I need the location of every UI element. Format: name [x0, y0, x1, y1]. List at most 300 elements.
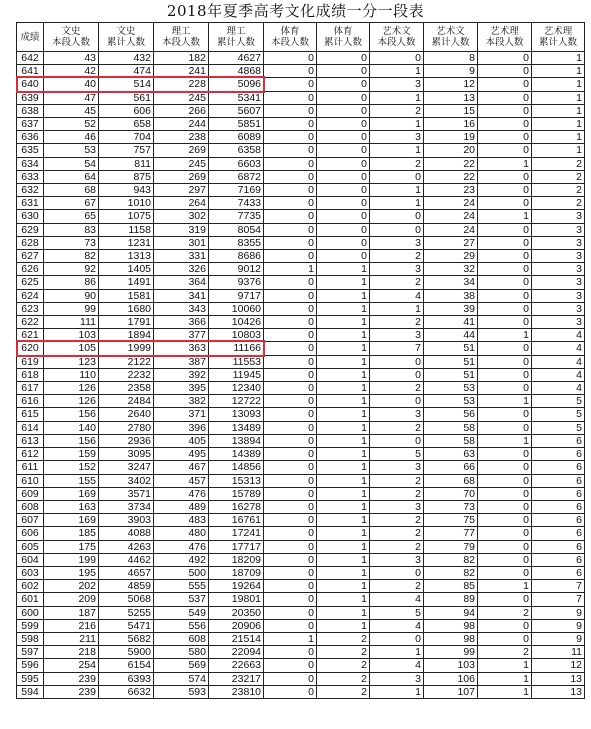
- table-cell: 0: [264, 184, 317, 197]
- table-cell: 595: [17, 672, 44, 685]
- table-cell: 640: [17, 78, 44, 91]
- table-cell: 3: [532, 250, 585, 263]
- table-cell: 5: [532, 395, 585, 408]
- table-cell: 4859: [99, 580, 154, 593]
- table-row: [17, 276, 585, 289]
- table-cell: 16761: [209, 514, 264, 527]
- table-cell: 0: [264, 500, 317, 513]
- table-cell: 0: [478, 52, 532, 65]
- table-cell: 0: [264, 672, 317, 685]
- table-cell: 625: [17, 276, 44, 289]
- table-cell: 15789: [209, 487, 264, 500]
- table-row: [17, 619, 585, 632]
- table-cell: 1: [532, 78, 585, 91]
- table-cell: 54: [44, 157, 99, 170]
- table-cell: 0: [264, 276, 317, 289]
- table-cell: 0: [264, 250, 317, 263]
- table-cell: 0: [264, 434, 317, 447]
- table-cell: 1: [264, 263, 317, 276]
- table-cell: 0: [264, 448, 317, 461]
- column-header-line1: 体育: [280, 26, 300, 37]
- table-cell: 0: [370, 223, 424, 236]
- table-cell: 4: [532, 355, 585, 368]
- table-cell: 0: [370, 632, 424, 645]
- table-cell: 3: [532, 210, 585, 223]
- table-cell: 606: [17, 527, 44, 540]
- table-cell: 2: [317, 672, 370, 685]
- table-cell: 1: [317, 500, 370, 513]
- table-cell: 599: [17, 619, 44, 632]
- table-cell: 23217: [209, 672, 264, 685]
- table-cell: 457: [154, 474, 209, 487]
- table-cell: 2232: [99, 368, 154, 381]
- table-cell: 0: [264, 646, 317, 659]
- table-row: [17, 104, 585, 117]
- table-cell: 0: [478, 289, 532, 302]
- table-cell: 596: [17, 659, 44, 672]
- table-cell: 0: [478, 78, 532, 91]
- table-cell: 2: [370, 514, 424, 527]
- table-cell: 4627: [209, 52, 264, 65]
- table-cell: 621: [17, 329, 44, 342]
- table-cell: 5068: [99, 593, 154, 606]
- table-cell: 40: [44, 78, 99, 91]
- table-cell: 405: [154, 434, 209, 447]
- table-cell: 3: [370, 461, 424, 474]
- table-cell: 0: [264, 408, 317, 421]
- table-cell: 5341: [209, 91, 264, 104]
- table-cell: 218: [44, 646, 99, 659]
- table-cell: 549: [154, 606, 209, 619]
- table-cell: 341: [154, 289, 209, 302]
- table-cell: 264: [154, 197, 209, 210]
- table-cell: 0: [264, 606, 317, 619]
- table-cell: 1: [317, 329, 370, 342]
- table-cell: 85: [424, 580, 478, 593]
- table-row: [17, 487, 585, 500]
- table-cell: 0: [478, 316, 532, 329]
- column-header-line2: 累计人数: [106, 37, 145, 48]
- table-row: [17, 566, 585, 579]
- table-cell: 1: [317, 408, 370, 421]
- table-cell: 238: [154, 131, 209, 144]
- table-cell: 0: [317, 131, 370, 144]
- table-cell: 2484: [99, 395, 154, 408]
- table-cell: 2: [532, 197, 585, 210]
- table-cell: 17241: [209, 527, 264, 540]
- table-cell: 0: [264, 580, 317, 593]
- table-cell: 6: [532, 474, 585, 487]
- table-cell: 45: [44, 104, 99, 117]
- table-cell: 24: [424, 223, 478, 236]
- table-cell: 4: [532, 342, 585, 355]
- table-cell: 9: [532, 632, 585, 645]
- table-cell: 0: [264, 527, 317, 540]
- table-row: [17, 580, 585, 593]
- table-cell: 266: [154, 104, 209, 117]
- table-cell: 3: [532, 223, 585, 236]
- table-cell: 103: [44, 329, 99, 342]
- table-cell: 6089: [209, 131, 264, 144]
- table-cell: 156: [44, 434, 99, 447]
- table-cell: 19801: [209, 593, 264, 606]
- table-cell: 126: [44, 395, 99, 408]
- table-cell: 641: [17, 65, 44, 78]
- table-cell: 2: [370, 250, 424, 263]
- table-cell: 3: [370, 329, 424, 342]
- table-cell: 0: [264, 170, 317, 183]
- column-header-7: [370, 23, 424, 52]
- table-cell: 607: [17, 514, 44, 527]
- table-cell: 1: [317, 619, 370, 632]
- table-cell: 6872: [209, 170, 264, 183]
- table-cell: 199: [44, 553, 99, 566]
- table-cell: 3: [532, 316, 585, 329]
- table-cell: 13: [532, 685, 585, 698]
- table-cell: 0: [478, 91, 532, 104]
- table-cell: 593: [154, 685, 209, 698]
- column-header-line1: 体育: [333, 26, 353, 37]
- column-header-line2: 本段人数: [377, 37, 416, 48]
- table-cell: 1: [317, 566, 370, 579]
- table-cell: 0: [370, 52, 424, 65]
- table-cell: 2780: [99, 421, 154, 434]
- table-cell: 3: [370, 78, 424, 91]
- table-cell: 637: [17, 118, 44, 131]
- table-cell: 1: [478, 157, 532, 170]
- table-cell: 0: [264, 289, 317, 302]
- table-cell: 20: [424, 144, 478, 157]
- table-cell: 2640: [99, 408, 154, 421]
- table-cell: 580: [154, 646, 209, 659]
- table-cell: 13489: [209, 421, 264, 434]
- column-header-line1: 理工: [171, 26, 191, 37]
- table-cell: 18209: [209, 553, 264, 566]
- table-cell: 53: [44, 144, 99, 157]
- table-cell: 51: [424, 342, 478, 355]
- table-cell: 1: [532, 65, 585, 78]
- table-cell: 0: [478, 448, 532, 461]
- table-cell: 10426: [209, 316, 264, 329]
- table-cell: 187: [44, 606, 99, 619]
- table-cell: 56: [424, 408, 478, 421]
- table-cell: 3: [370, 500, 424, 513]
- table-cell: 105: [44, 342, 99, 355]
- table-cell: 0: [264, 659, 317, 672]
- table-cell: 2: [317, 646, 370, 659]
- table-cell: 98: [424, 632, 478, 645]
- table-cell: 1: [478, 659, 532, 672]
- table-cell: 99: [44, 302, 99, 315]
- table-cell: 331: [154, 250, 209, 263]
- column-header-0: [17, 23, 44, 52]
- table-cell: 0: [264, 52, 317, 65]
- table-cell: 7: [370, 342, 424, 355]
- table-cell: 6: [532, 540, 585, 553]
- table-cell: 0: [478, 131, 532, 144]
- table-cell: 634: [17, 157, 44, 170]
- table-cell: 1: [317, 553, 370, 566]
- table-cell: 0: [478, 408, 532, 421]
- table-cell: 608: [154, 632, 209, 645]
- column-header-5: [264, 23, 317, 52]
- table-cell: 1: [478, 580, 532, 593]
- table-cell: 377: [154, 329, 209, 342]
- table-cell: 13894: [209, 434, 264, 447]
- table-cell: 4462: [99, 553, 154, 566]
- table-cell: 52: [44, 118, 99, 131]
- table-cell: 0: [317, 104, 370, 117]
- table-cell: 99: [424, 646, 478, 659]
- table-row: [17, 368, 585, 381]
- table-cell: 704: [99, 131, 154, 144]
- page-title: 2018年夏季高考文化成绩一分一段表: [166, 2, 425, 20]
- table-cell: 395: [154, 382, 209, 395]
- table-cell: 943: [99, 184, 154, 197]
- table-cell: 20350: [209, 606, 264, 619]
- table-cell: 7169: [209, 184, 264, 197]
- table-cell: 4: [532, 368, 585, 381]
- table-cell: 0: [264, 593, 317, 606]
- table-cell: 617: [17, 382, 44, 395]
- table-cell: 476: [154, 540, 209, 553]
- table-cell: 6: [532, 553, 585, 566]
- table-cell: 12722: [209, 395, 264, 408]
- table-cell: 24: [424, 210, 478, 223]
- table-cell: 1: [317, 606, 370, 619]
- table-cell: 630: [17, 210, 44, 223]
- table-cell: 7: [532, 593, 585, 606]
- table-cell: 5: [370, 448, 424, 461]
- table-cell: 15: [424, 104, 478, 117]
- table-row: [17, 540, 585, 553]
- table-cell: 624: [17, 289, 44, 302]
- table-cell: 1: [478, 685, 532, 698]
- table-cell: 11945: [209, 368, 264, 381]
- table-cell: 42: [44, 65, 99, 78]
- table-cell: 2: [370, 382, 424, 395]
- table-row: [17, 223, 585, 236]
- table-cell: 2: [370, 474, 424, 487]
- table-cell: 631: [17, 197, 44, 210]
- table-cell: 537: [154, 593, 209, 606]
- table-cell: 140: [44, 421, 99, 434]
- table-row: [17, 184, 585, 197]
- table-cell: 495: [154, 448, 209, 461]
- table-cell: 0: [264, 342, 317, 355]
- table-cell: 0: [370, 566, 424, 579]
- table-cell: 610: [17, 474, 44, 487]
- table-cell: 1: [478, 434, 532, 447]
- table-cell: 13093: [209, 408, 264, 421]
- table-cell: 8054: [209, 223, 264, 236]
- table-cell: 2: [532, 170, 585, 183]
- table-cell: 1: [264, 632, 317, 645]
- table-cell: 92: [44, 263, 99, 276]
- table-cell: 14389: [209, 448, 264, 461]
- table-cell: 244: [154, 118, 209, 131]
- table-cell: 82: [424, 553, 478, 566]
- table-cell: 387: [154, 355, 209, 368]
- table-cell: 163: [44, 500, 99, 513]
- table-cell: 476: [154, 487, 209, 500]
- table-cell: 46: [44, 131, 99, 144]
- table-cell: 615: [17, 408, 44, 421]
- table-cell: 159: [44, 448, 99, 461]
- table-cell: 103: [424, 659, 478, 672]
- table-cell: 53: [424, 382, 478, 395]
- table-cell: 605: [17, 540, 44, 553]
- table-cell: 2: [317, 659, 370, 672]
- column-header-line2: 本段人数: [51, 37, 90, 48]
- table-cell: 1999: [99, 342, 154, 355]
- table-cell: 7: [532, 580, 585, 593]
- table-cell: 604: [17, 553, 44, 566]
- table-cell: 0: [317, 210, 370, 223]
- table-row: [17, 395, 585, 408]
- table-row: [17, 632, 585, 645]
- table-cell: 603: [17, 566, 44, 579]
- table-cell: 1: [370, 118, 424, 131]
- table-cell: 638: [17, 104, 44, 117]
- table-cell: 0: [478, 65, 532, 78]
- table-cell: 3: [532, 302, 585, 315]
- table-cell: 2: [317, 632, 370, 645]
- table-row: [17, 236, 585, 249]
- table-cell: 4: [370, 593, 424, 606]
- table-cell: 319: [154, 223, 209, 236]
- table-cell: 5: [532, 408, 585, 421]
- table-cell: 6: [532, 461, 585, 474]
- table-cell: 6154: [99, 659, 154, 672]
- table-cell: 629: [17, 223, 44, 236]
- column-header-line2: 本段人数: [485, 37, 524, 48]
- table-cell: 3: [370, 131, 424, 144]
- table-cell: 82: [44, 250, 99, 263]
- table-cell: 301: [154, 236, 209, 249]
- table-cell: 0: [317, 197, 370, 210]
- table-cell: 1: [317, 263, 370, 276]
- table-cell: 0: [478, 263, 532, 276]
- column-header-line1: 艺术文: [436, 26, 465, 37]
- table-cell: 4: [370, 289, 424, 302]
- table-cell: 0: [264, 685, 317, 698]
- table-cell: 241: [154, 65, 209, 78]
- table-cell: 1010: [99, 197, 154, 210]
- table-cell: 11: [532, 646, 585, 659]
- table-cell: 6393: [99, 672, 154, 685]
- table-cell: 65: [44, 210, 99, 223]
- table-cell: 2: [370, 157, 424, 170]
- table-cell: 6: [532, 514, 585, 527]
- table-cell: 500: [154, 566, 209, 579]
- table-row: [17, 197, 585, 210]
- table-cell: 620: [17, 342, 44, 355]
- table-cell: 1: [317, 289, 370, 302]
- table-cell: 0: [264, 223, 317, 236]
- table-cell: 216: [44, 619, 99, 632]
- table-cell: 1: [532, 91, 585, 104]
- table-cell: 632: [17, 184, 44, 197]
- table-cell: 2: [478, 606, 532, 619]
- table-cell: 13: [532, 672, 585, 685]
- table-cell: 98: [424, 619, 478, 632]
- table-cell: 0: [478, 421, 532, 434]
- table-cell: 1894: [99, 329, 154, 342]
- table-cell: 5851: [209, 118, 264, 131]
- table-cell: 1: [370, 144, 424, 157]
- table-cell: 1: [317, 593, 370, 606]
- column-header-10: [532, 23, 585, 52]
- table-row: [17, 461, 585, 474]
- table-cell: 6: [532, 500, 585, 513]
- table-cell: 623: [17, 302, 44, 315]
- table-row: [17, 646, 585, 659]
- table-cell: 366: [154, 316, 209, 329]
- table-cell: 0: [317, 184, 370, 197]
- table-cell: 126: [44, 382, 99, 395]
- table-cell: 2: [370, 540, 424, 553]
- table-cell: 185: [44, 527, 99, 540]
- table-cell: 106: [424, 672, 478, 685]
- column-header-line2: 本段人数: [270, 37, 309, 48]
- table-cell: 9: [532, 606, 585, 619]
- table-cell: 19264: [209, 580, 264, 593]
- table-cell: 10803: [209, 329, 264, 342]
- table-cell: 1: [478, 395, 532, 408]
- table-cell: 13: [424, 91, 478, 104]
- table-cell: 269: [154, 170, 209, 183]
- table-cell: 8: [424, 52, 478, 65]
- table-cell: 483: [154, 514, 209, 527]
- table-cell: 6632: [99, 685, 154, 698]
- table-cell: 1: [317, 368, 370, 381]
- table-cell: 0: [264, 302, 317, 315]
- table-cell: 1: [532, 118, 585, 131]
- table-cell: 1313: [99, 250, 154, 263]
- table-cell: 492: [154, 553, 209, 566]
- table-cell: 67: [44, 197, 99, 210]
- table-cell: 7735: [209, 210, 264, 223]
- table-cell: 0: [317, 52, 370, 65]
- table-cell: 1: [317, 395, 370, 408]
- table-cell: 297: [154, 184, 209, 197]
- table-cell: 0: [478, 540, 532, 553]
- table-cell: 569: [154, 659, 209, 672]
- table-cell: 0: [264, 197, 317, 210]
- table-cell: 245: [154, 91, 209, 104]
- table-cell: 616: [17, 395, 44, 408]
- table-cell: 4: [532, 329, 585, 342]
- table-cell: 64: [44, 170, 99, 183]
- table-cell: 245: [154, 157, 209, 170]
- table-cell: 27: [424, 236, 478, 249]
- table-cell: 1: [370, 685, 424, 698]
- table-cell: 0: [478, 632, 532, 645]
- table-cell: 0: [478, 566, 532, 579]
- table-cell: 606: [99, 104, 154, 117]
- table-cell: 392: [154, 368, 209, 381]
- table-cell: 39: [424, 302, 478, 315]
- column-header-line1: 艺术理: [543, 26, 573, 37]
- table-cell: 0: [264, 91, 317, 104]
- table-cell: 1581: [99, 289, 154, 302]
- table-cell: 43: [44, 52, 99, 65]
- table-cell: 2: [478, 646, 532, 659]
- table-cell: 1: [370, 302, 424, 315]
- table-cell: 0: [264, 566, 317, 579]
- table-cell: 175: [44, 540, 99, 553]
